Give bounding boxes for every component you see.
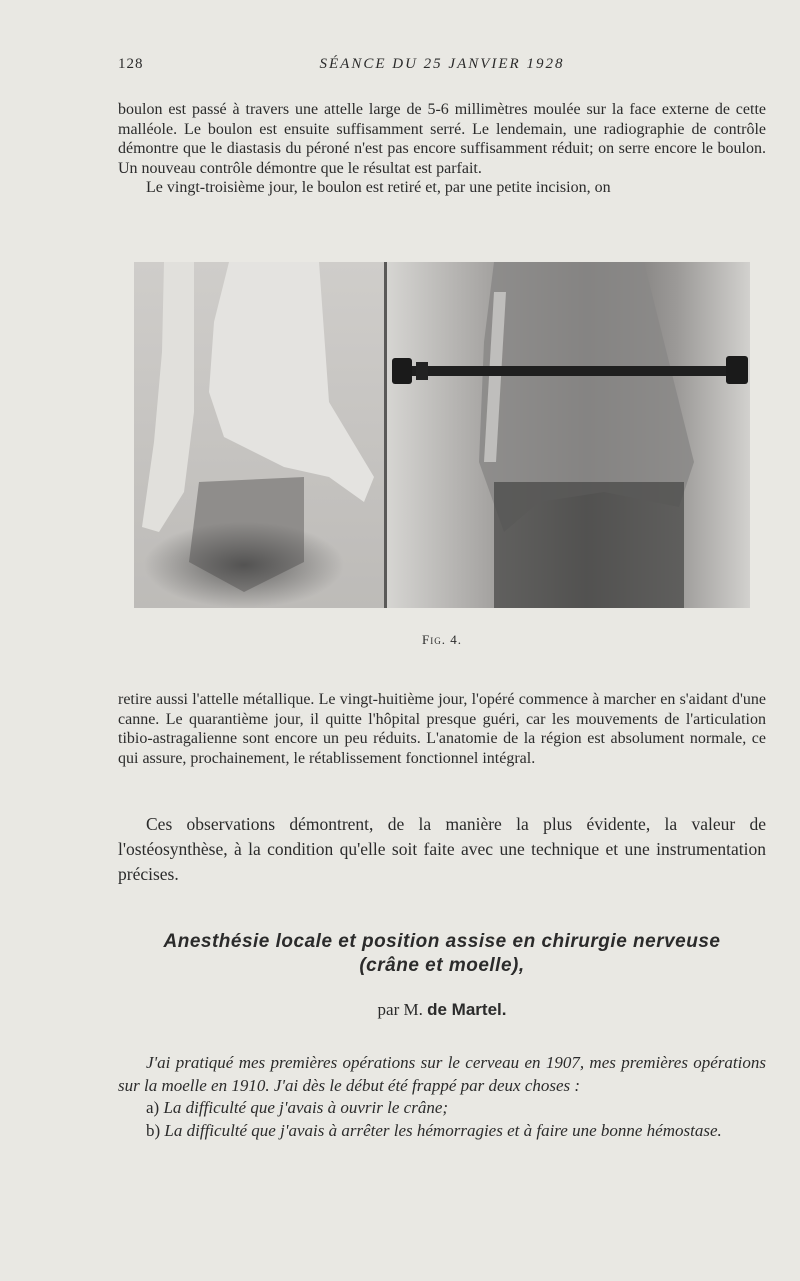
after-figure-text [118, 690, 766, 768]
figure-caption: Fig. 4. [422, 632, 462, 647]
author-prefix: par M. [377, 1000, 423, 1019]
top-text [118, 100, 766, 198]
observations-paragraph [118, 812, 766, 887]
list-marker-b: b) [146, 1120, 161, 1140]
running-title: SÉANCE DU 25 JANVIER 1928 [319, 56, 565, 72]
list-item-a [118, 1097, 766, 1120]
article-title-line2: (crâne et moelle), [359, 955, 525, 976]
article-body [118, 1052, 766, 1142]
page-number: 128 [118, 56, 144, 72]
list-item-b [118, 1120, 766, 1143]
xray-image [134, 262, 750, 608]
observations-text: Ces observations démontrent, de la manière la plus évidente, la valeur de l'ostéosynthèse, à la condition qu'elle soit faite avec une technique et une instrumentation précises. [118, 814, 766, 884]
article-paragraph-1: J'ai pratiqué mes premières opérations sur le cerveau en 1907, mes premières opérations sur la moelle en 1910. J'ai dès le début été frappé par deux choses : [118, 1053, 766, 1095]
article-author [118, 1000, 766, 1020]
article-title-line1: Anesthésie locale et position assise en chirurgie nerveuse [163, 931, 721, 952]
article-title [118, 930, 766, 978]
running-header [118, 56, 766, 78]
paragraph-day-23: Le vingt-troisième jour, le boulon est retiré et, par une petite incision, on [146, 179, 611, 196]
author-name: de Martel. [427, 1000, 507, 1019]
list-text-a: La difficulté que j'avais à ouvrir le crâne; [163, 1098, 449, 1117]
paragraph-recovery: retire aussi l'attelle métallique. Le vingt-huitième jour, l'opéré commence à marcher en s'aidant d'une canne. Le quarantième jour, il quitte l'hôpital presque guéri, car les mouvements de l'articulation tibio-astragalienne sont encore un peu réduits. L'anatomie de la région est absolument normale, ce qui assure, prochainement, le rétablissement fonctionnel intégral. [118, 691, 766, 767]
paragraph-continued: boulon est passé à travers une attelle large de 5-6 millimètres moulée sur la face externe de cette malléole. Le boulon est ensuite suffisamment serré. Le lendemain, une radiographie de contrôle démontre que le diastasis du péroné n'est pas encore suffisamment réduit; on serre encore le boulon. Un nouveau contrôle démontre que le résultat est parfait. [118, 101, 766, 177]
xray-figure [134, 262, 750, 608]
list-text-b: La difficulté que j'avais à arrêter les hémorragies et à faire une bonne hémostase. [164, 1120, 722, 1140]
list-marker-a: a) [146, 1098, 160, 1117]
